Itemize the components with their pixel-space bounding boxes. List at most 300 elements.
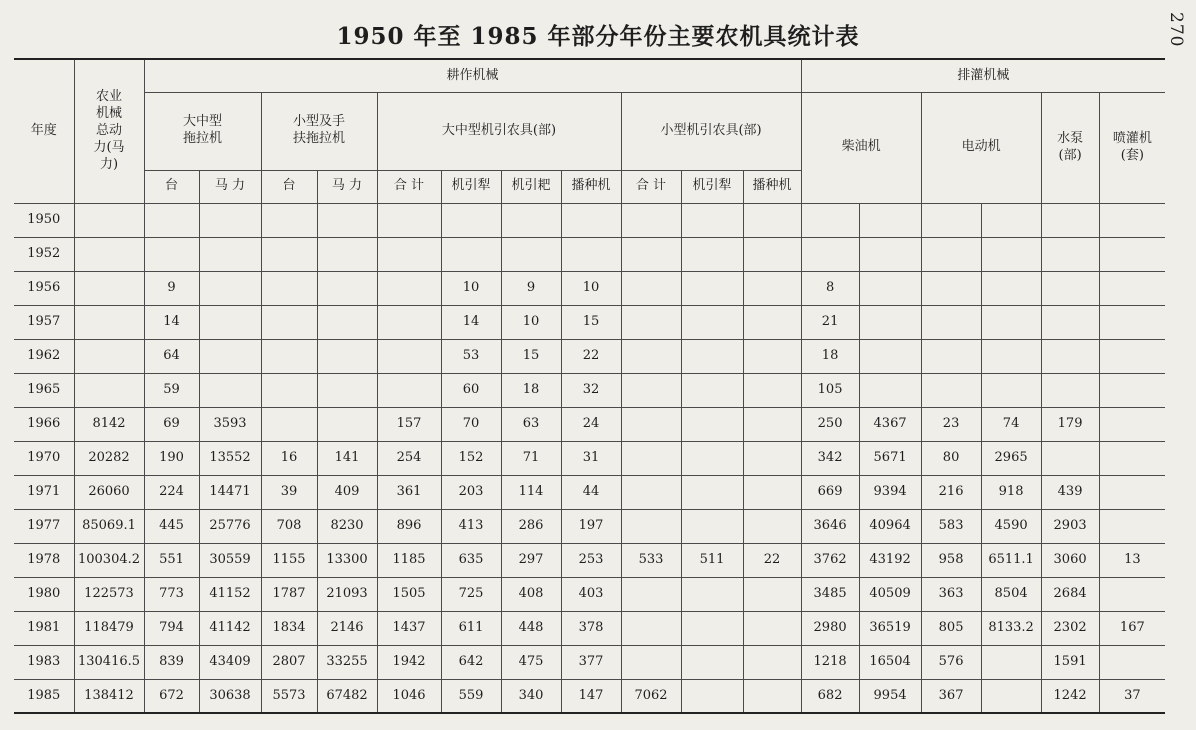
cell-sprinkler: [1099, 271, 1165, 305]
cell-year: 1956: [14, 271, 74, 305]
cell-small-impl-seeder: [743, 373, 801, 407]
cell-electric-kw: 8133.2: [981, 611, 1041, 645]
cell-small-tractor-count: [261, 407, 317, 441]
cell-sprinkler: [1099, 339, 1165, 373]
cell-large-impl-seeder: 15: [561, 305, 621, 339]
header-irrigation-machinery: 排灌机械: [801, 59, 1165, 92]
cell-water-pump: [1041, 237, 1099, 271]
header-sprinkler: [1099, 92, 1165, 203]
cell-water-pump: [1041, 441, 1099, 475]
cell-water-pump: [1041, 373, 1099, 407]
cell-total-power: [74, 271, 144, 305]
header-water-pump-label: 水泵(部): [1057, 130, 1084, 163]
cell-small-impl-seeder: 22: [743, 543, 801, 577]
cell-year: 1971: [14, 475, 74, 509]
cell-large-impl-total: 1942: [377, 645, 441, 679]
cell-total-power: 130416.5: [74, 645, 144, 679]
cell-electric-count: [921, 373, 981, 407]
cell-large-impl-seeder: 253: [561, 543, 621, 577]
unit-small-impl-plow: 机引犁: [681, 170, 743, 203]
header-diesel-engine: 柴油机: [801, 92, 921, 203]
cell-large-tractor-count: 59: [144, 373, 199, 407]
cell-small-tractor-hp: 13300: [317, 543, 377, 577]
cell-diesel-count: 669: [801, 475, 859, 509]
cell-large-impl-total: 157: [377, 407, 441, 441]
cell-large-impl-harrow: 297: [501, 543, 561, 577]
cell-total-power: 100304.2: [74, 543, 144, 577]
cell-large-impl-harrow: 114: [501, 475, 561, 509]
cell-sprinkler: [1099, 237, 1165, 271]
cell-large-impl-total: 361: [377, 475, 441, 509]
cell-large-impl-plow: 642: [441, 645, 501, 679]
cell-small-tractor-hp: [317, 237, 377, 271]
cell-diesel-hp: 40509: [859, 577, 921, 611]
cell-small-tractor-count: 1155: [261, 543, 317, 577]
cell-water-pump: 2684: [1041, 577, 1099, 611]
cell-total-power: 118479: [74, 611, 144, 645]
cell-sprinkler: [1099, 441, 1165, 475]
cell-diesel-count: 3762: [801, 543, 859, 577]
cell-diesel-hp: [859, 339, 921, 373]
cell-diesel-hp: 16504: [859, 645, 921, 679]
cell-diesel-hp: 9394: [859, 475, 921, 509]
cell-large-tractor-count: 69: [144, 407, 199, 441]
cell-diesel-count: 250: [801, 407, 859, 441]
cell-water-pump: 439: [1041, 475, 1099, 509]
cell-small-impl-total: [621, 305, 681, 339]
header-large-implements: 大中型机引农具(部): [377, 92, 621, 170]
header-cultivation-machinery: 耕作机械: [144, 59, 801, 92]
cell-large-impl-harrow: 71: [501, 441, 561, 475]
cell-small-impl-seeder: [743, 611, 801, 645]
cell-diesel-count: 2980: [801, 611, 859, 645]
cell-electric-kw: 74: [981, 407, 1041, 441]
cell-large-impl-total: [377, 373, 441, 407]
header-electric-motor: 电动机: [921, 92, 1041, 203]
unit-small-impl-total: 合 计: [621, 170, 681, 203]
cell-large-impl-plow: 725: [441, 577, 501, 611]
cell-diesel-count: 3485: [801, 577, 859, 611]
header-water-pump: [1041, 92, 1099, 203]
cell-small-tractor-hp: 21093: [317, 577, 377, 611]
cell-large-tractor-count: 14: [144, 305, 199, 339]
cell-small-impl-seeder: [743, 509, 801, 543]
cell-small-impl-total: [621, 339, 681, 373]
cell-small-impl-plow: [681, 645, 743, 679]
cell-large-impl-plow: 413: [441, 509, 501, 543]
cell-large-tractor-hp: 43409: [199, 645, 261, 679]
cell-electric-count: [921, 203, 981, 237]
cell-total-power: 85069.1: [74, 509, 144, 543]
header-total-power-label: 农业机械总动力(马力): [93, 89, 125, 172]
cell-year: 1978: [14, 543, 74, 577]
cell-year: 1957: [14, 305, 74, 339]
header-large-tractor: [144, 92, 261, 170]
table-row: [14, 339, 1165, 373]
cell-electric-count: [921, 305, 981, 339]
cell-small-tractor-count: [261, 339, 317, 373]
cell-small-tractor-count: [261, 305, 317, 339]
cell-diesel-count: 21: [801, 305, 859, 339]
cell-small-impl-plow: [681, 679, 743, 713]
cell-large-impl-plow: 152: [441, 441, 501, 475]
cell-large-impl-total: [377, 203, 441, 237]
table-row: [14, 475, 1165, 509]
cell-large-tractor-hp: 30638: [199, 679, 261, 713]
cell-small-impl-plow: 511: [681, 543, 743, 577]
cell-sprinkler: [1099, 577, 1165, 611]
cell-electric-kw: 918: [981, 475, 1041, 509]
cell-diesel-hp: 36519: [859, 611, 921, 645]
cell-small-impl-total: [621, 373, 681, 407]
cell-electric-kw: [981, 339, 1041, 373]
cell-large-impl-plow: 53: [441, 339, 501, 373]
cell-large-impl-total: 896: [377, 509, 441, 543]
cell-diesel-hp: [859, 373, 921, 407]
cell-small-impl-seeder: [743, 441, 801, 475]
cell-sprinkler: [1099, 305, 1165, 339]
unit-small-impl-seeder: 播种机: [743, 170, 801, 203]
cell-total-power: 20282: [74, 441, 144, 475]
cell-diesel-hp: 5671: [859, 441, 921, 475]
header-small-tractor-label: 小型及手扶拖拉机: [292, 114, 345, 146]
cell-large-impl-seeder: [561, 203, 621, 237]
cell-electric-kw: 8504: [981, 577, 1041, 611]
cell-small-tractor-count: 2807: [261, 645, 317, 679]
cell-small-tractor-hp: 8230: [317, 509, 377, 543]
cell-large-impl-harrow: 18: [501, 373, 561, 407]
table-row: [14, 645, 1165, 679]
cell-electric-count: [921, 271, 981, 305]
cell-electric-kw: [981, 645, 1041, 679]
cell-small-impl-total: [621, 203, 681, 237]
cell-small-tractor-count: 16: [261, 441, 317, 475]
cell-electric-count: 583: [921, 509, 981, 543]
cell-year: 1950: [14, 203, 74, 237]
cell-large-impl-harrow: 9: [501, 271, 561, 305]
cell-electric-kw: 4590: [981, 509, 1041, 543]
cell-large-impl-plow: 14: [441, 305, 501, 339]
cell-large-tractor-hp: 41142: [199, 611, 261, 645]
cell-total-power: 138412: [74, 679, 144, 713]
cell-electric-kw: [981, 203, 1041, 237]
cell-year: 1977: [14, 509, 74, 543]
cell-small-tractor-count: 5573: [261, 679, 317, 713]
cell-large-tractor-count: 64: [144, 339, 199, 373]
cell-electric-kw: 2965: [981, 441, 1041, 475]
table-row: [14, 305, 1165, 339]
cell-diesel-hp: [859, 271, 921, 305]
cell-water-pump: 2302: [1041, 611, 1099, 645]
cell-diesel-hp: [859, 237, 921, 271]
cell-small-impl-total: [621, 407, 681, 441]
cell-large-impl-plow: 60: [441, 373, 501, 407]
cell-diesel-hp: 40964: [859, 509, 921, 543]
unit-large-tractor-count: 台: [144, 170, 199, 203]
cell-sprinkler: 13: [1099, 543, 1165, 577]
cell-sprinkler: [1099, 509, 1165, 543]
cell-large-impl-seeder: 44: [561, 475, 621, 509]
cell-small-tractor-hp: 409: [317, 475, 377, 509]
cell-small-impl-total: [621, 237, 681, 271]
cell-diesel-count: 18: [801, 339, 859, 373]
cell-small-impl-total: 7062: [621, 679, 681, 713]
cell-large-impl-plow: [441, 203, 501, 237]
unit-small-tractor-count: 台: [261, 170, 317, 203]
cell-sprinkler: [1099, 203, 1165, 237]
cell-year: 1983: [14, 645, 74, 679]
cell-small-tractor-hp: [317, 203, 377, 237]
page-number: 270: [1166, 12, 1186, 48]
cell-large-impl-seeder: 31: [561, 441, 621, 475]
cell-large-tractor-count: 224: [144, 475, 199, 509]
cell-small-tractor-count: [261, 373, 317, 407]
table-row: [14, 543, 1165, 577]
cell-large-impl-seeder: 147: [561, 679, 621, 713]
cell-small-impl-total: [621, 577, 681, 611]
cell-small-impl-seeder: [743, 645, 801, 679]
cell-electric-count: 80: [921, 441, 981, 475]
table-row: [14, 679, 1165, 713]
cell-water-pump: [1041, 271, 1099, 305]
cell-large-tractor-count: [144, 237, 199, 271]
cell-sprinkler: [1099, 373, 1165, 407]
cell-year: 1970: [14, 441, 74, 475]
cell-large-tractor-hp: 41152: [199, 577, 261, 611]
cell-small-impl-seeder: [743, 577, 801, 611]
cell-electric-kw: [981, 679, 1041, 713]
cell-diesel-count: 3646: [801, 509, 859, 543]
cell-large-tractor-hp: [199, 339, 261, 373]
table-row: [14, 509, 1165, 543]
cell-diesel-count: 342: [801, 441, 859, 475]
cell-large-tractor-hp: 14471: [199, 475, 261, 509]
cell-large-impl-seeder: 403: [561, 577, 621, 611]
cell-large-tractor-hp: [199, 271, 261, 305]
cell-small-impl-plow: [681, 577, 743, 611]
cell-small-impl-plow: [681, 271, 743, 305]
cell-large-impl-harrow: [501, 237, 561, 271]
table-row: [14, 271, 1165, 305]
cell-small-tractor-hp: [317, 339, 377, 373]
cell-small-tractor-count: [261, 203, 317, 237]
cell-small-tractor-hp: [317, 373, 377, 407]
cell-small-impl-seeder: [743, 407, 801, 441]
cell-large-impl-total: [377, 271, 441, 305]
cell-large-impl-total: [377, 305, 441, 339]
cell-small-impl-plow: [681, 475, 743, 509]
cell-small-tractor-hp: [317, 407, 377, 441]
cell-water-pump: 3060: [1041, 543, 1099, 577]
cell-small-impl-total: [621, 645, 681, 679]
cell-diesel-hp: [859, 305, 921, 339]
cell-year: 1952: [14, 237, 74, 271]
cell-electric-count: 958: [921, 543, 981, 577]
cell-large-impl-total: 1185: [377, 543, 441, 577]
cell-small-impl-plow: [681, 203, 743, 237]
cell-large-tractor-count: [144, 203, 199, 237]
cell-small-impl-seeder: [743, 271, 801, 305]
cell-water-pump: 1242: [1041, 679, 1099, 713]
cell-electric-kw: 6511.1: [981, 543, 1041, 577]
cell-electric-kw: [981, 271, 1041, 305]
cell-total-power: 26060: [74, 475, 144, 509]
cell-electric-count: [921, 237, 981, 271]
cell-sprinkler: 167: [1099, 611, 1165, 645]
cell-small-tractor-count: [261, 237, 317, 271]
cell-large-tractor-hp: 25776: [199, 509, 261, 543]
cell-large-impl-seeder: 197: [561, 509, 621, 543]
cell-large-impl-harrow: 340: [501, 679, 561, 713]
cell-water-pump: [1041, 203, 1099, 237]
cell-small-tractor-hp: 141: [317, 441, 377, 475]
cell-electric-count: 363: [921, 577, 981, 611]
cell-large-impl-harrow: 448: [501, 611, 561, 645]
cell-small-impl-total: [621, 475, 681, 509]
statistics-table: [14, 58, 1165, 714]
cell-electric-count: 23: [921, 407, 981, 441]
cell-small-impl-plow: [681, 237, 743, 271]
cell-large-impl-harrow: 63: [501, 407, 561, 441]
cell-diesel-hp: [859, 203, 921, 237]
cell-electric-count: 367: [921, 679, 981, 713]
cell-total-power: [74, 373, 144, 407]
cell-large-tractor-hp: 30559: [199, 543, 261, 577]
cell-large-impl-seeder: 10: [561, 271, 621, 305]
cell-large-impl-total: 1437: [377, 611, 441, 645]
cell-large-impl-seeder: 24: [561, 407, 621, 441]
cell-small-impl-total: [621, 441, 681, 475]
cell-small-impl-seeder: [743, 679, 801, 713]
cell-electric-kw: [981, 305, 1041, 339]
cell-large-impl-total: 254: [377, 441, 441, 475]
cell-total-power: [74, 339, 144, 373]
unit-large-impl-plow: 机引犁: [441, 170, 501, 203]
cell-diesel-count: 105: [801, 373, 859, 407]
cell-water-pump: [1041, 305, 1099, 339]
cell-large-impl-harrow: 408: [501, 577, 561, 611]
cell-large-impl-total: 1505: [377, 577, 441, 611]
cell-small-tractor-hp: 33255: [317, 645, 377, 679]
unit-large-impl-seeder: 播种机: [561, 170, 621, 203]
cell-large-impl-harrow: 15: [501, 339, 561, 373]
cell-large-impl-plow: 635: [441, 543, 501, 577]
cell-total-power: [74, 305, 144, 339]
cell-water-pump: 2903: [1041, 509, 1099, 543]
cell-large-impl-seeder: 32: [561, 373, 621, 407]
cell-large-impl-plow: 203: [441, 475, 501, 509]
cell-electric-kw: [981, 237, 1041, 271]
table-row: [14, 577, 1165, 611]
cell-water-pump: 1591: [1041, 645, 1099, 679]
cell-large-tractor-hp: 13552: [199, 441, 261, 475]
cell-electric-kw: [981, 373, 1041, 407]
cell-diesel-hp: 43192: [859, 543, 921, 577]
cell-diesel-count: 1218: [801, 645, 859, 679]
cell-diesel-count: [801, 237, 859, 271]
cell-small-impl-total: 533: [621, 543, 681, 577]
cell-year: 1962: [14, 339, 74, 373]
cell-large-tractor-hp: [199, 305, 261, 339]
cell-year: 1980: [14, 577, 74, 611]
unit-large-tractor-hp: 马 力: [199, 170, 261, 203]
cell-large-tractor-count: 773: [144, 577, 199, 611]
cell-year: 1981: [14, 611, 74, 645]
cell-small-impl-seeder: [743, 475, 801, 509]
cell-small-impl-seeder: [743, 339, 801, 373]
cell-small-impl-plow: [681, 305, 743, 339]
cell-electric-count: 216: [921, 475, 981, 509]
cell-small-impl-seeder: [743, 203, 801, 237]
cell-total-power: 122573: [74, 577, 144, 611]
cell-small-impl-plow: [681, 373, 743, 407]
cell-sprinkler: [1099, 645, 1165, 679]
cell-small-tractor-count: [261, 271, 317, 305]
cell-electric-count: 805: [921, 611, 981, 645]
cell-small-impl-total: [621, 509, 681, 543]
cell-large-impl-seeder: [561, 237, 621, 271]
cell-large-tractor-hp: [199, 203, 261, 237]
header-sprinkler-label: 喷灌机(套): [1112, 130, 1152, 163]
table-row: [14, 203, 1165, 237]
cell-small-impl-plow: [681, 407, 743, 441]
cell-total-power: 8142: [74, 407, 144, 441]
cell-small-tractor-hp: 2146: [317, 611, 377, 645]
cell-small-impl-plow: [681, 339, 743, 373]
unit-small-tractor-hp: 马 力: [317, 170, 377, 203]
cell-small-impl-seeder: [743, 237, 801, 271]
cell-large-tractor-count: 794: [144, 611, 199, 645]
cell-year: 1985: [14, 679, 74, 713]
cell-small-impl-plow: [681, 509, 743, 543]
cell-water-pump: 179: [1041, 407, 1099, 441]
cell-total-power: [74, 203, 144, 237]
cell-electric-count: [921, 339, 981, 373]
cell-large-impl-harrow: 286: [501, 509, 561, 543]
cell-year: 1965: [14, 373, 74, 407]
cell-small-impl-plow: [681, 611, 743, 645]
cell-small-tractor-count: 708: [261, 509, 317, 543]
cell-small-tractor-count: 39: [261, 475, 317, 509]
cell-small-impl-total: [621, 271, 681, 305]
table-row: [14, 441, 1165, 475]
cell-total-power: [74, 237, 144, 271]
cell-large-tractor-count: 672: [144, 679, 199, 713]
cell-large-tractor-hp: 3593: [199, 407, 261, 441]
cell-large-impl-seeder: 377: [561, 645, 621, 679]
table-body: [14, 203, 1165, 713]
cell-large-impl-plow: [441, 237, 501, 271]
cell-large-impl-plow: 70: [441, 407, 501, 441]
cell-small-tractor-hp: [317, 305, 377, 339]
header-year: 年度: [14, 59, 74, 203]
cell-large-impl-plow: 611: [441, 611, 501, 645]
table-row: [14, 611, 1165, 645]
cell-large-tractor-count: 839: [144, 645, 199, 679]
cell-large-impl-seeder: 22: [561, 339, 621, 373]
cell-diesel-count: [801, 203, 859, 237]
cell-large-impl-plow: 559: [441, 679, 501, 713]
cell-sprinkler: [1099, 407, 1165, 441]
unit-large-impl-harrow: 机引耙: [501, 170, 561, 203]
cell-sprinkler: 37: [1099, 679, 1165, 713]
cell-small-tractor-count: 1834: [261, 611, 317, 645]
cell-small-tractor-hp: [317, 271, 377, 305]
cell-small-tractor-count: 1787: [261, 577, 317, 611]
cell-small-impl-seeder: [743, 305, 801, 339]
cell-water-pump: [1041, 339, 1099, 373]
cell-large-tractor-count: 190: [144, 441, 199, 475]
